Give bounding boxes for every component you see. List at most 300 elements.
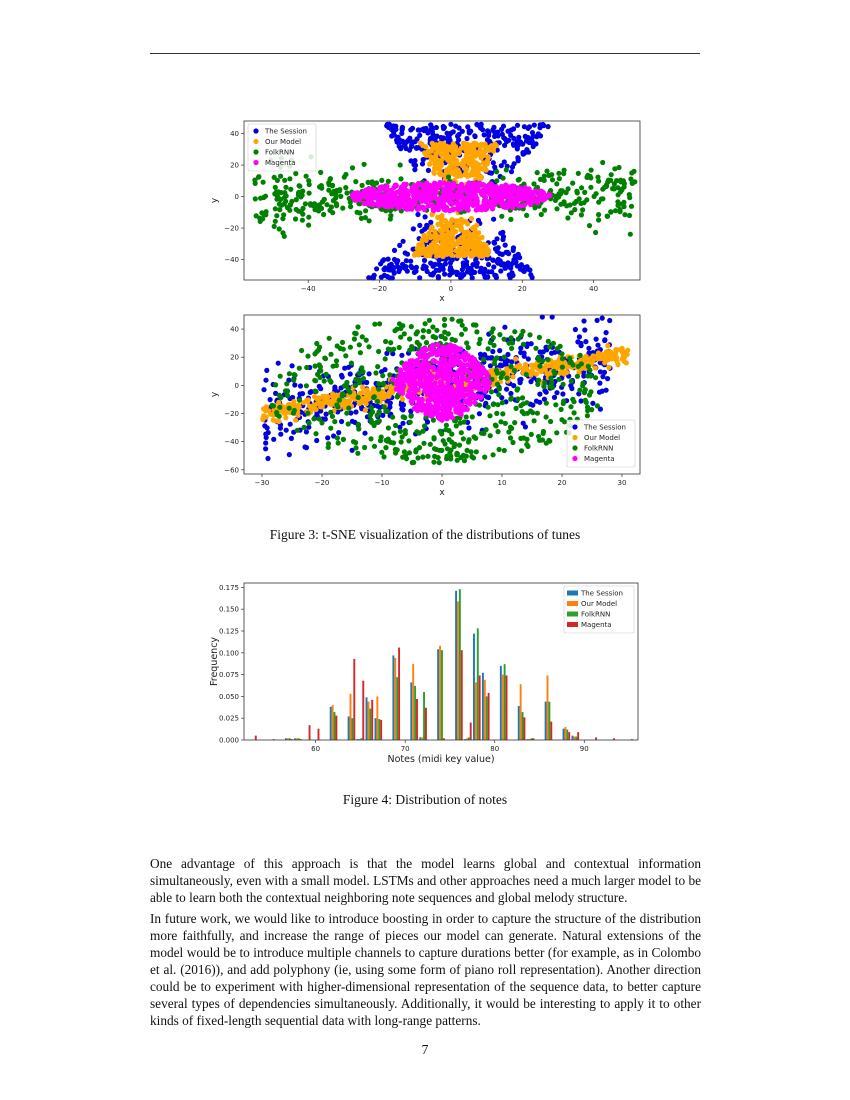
data-point xyxy=(422,354,427,359)
figure-4-caption: Figure 4: Distribution of notes xyxy=(342,792,508,807)
data-point xyxy=(394,259,399,264)
data-point xyxy=(508,217,513,222)
y-axis-label: Frequency xyxy=(209,636,220,687)
data-point xyxy=(327,208,332,213)
data-point xyxy=(328,380,333,385)
bar xyxy=(470,723,472,740)
data-point xyxy=(268,397,273,402)
bar xyxy=(366,697,368,740)
data-point xyxy=(397,321,402,326)
data-point xyxy=(533,141,538,146)
legend-label: Magenta xyxy=(584,455,615,463)
data-point xyxy=(316,348,321,353)
data-point xyxy=(263,194,268,199)
data-point xyxy=(453,248,458,253)
data-point xyxy=(378,261,383,266)
data-point xyxy=(320,199,325,204)
data-point xyxy=(442,441,447,446)
data-point xyxy=(253,196,258,201)
data-point xyxy=(527,332,532,337)
data-point xyxy=(381,454,386,459)
data-point xyxy=(537,364,542,369)
data-point xyxy=(458,191,463,196)
data-point xyxy=(432,145,437,150)
data-point xyxy=(293,216,298,221)
data-point xyxy=(443,427,448,432)
legend-marker xyxy=(567,622,578,627)
data-point xyxy=(353,445,358,450)
data-point xyxy=(368,413,373,418)
data-point xyxy=(460,163,465,168)
data-point xyxy=(435,372,440,377)
data-point xyxy=(507,341,512,346)
data-point xyxy=(431,418,436,423)
data-point xyxy=(467,357,472,362)
data-point xyxy=(485,128,490,133)
data-point xyxy=(435,413,440,418)
data-point xyxy=(289,199,294,204)
data-point xyxy=(452,344,457,349)
data-point xyxy=(464,340,469,345)
data-point xyxy=(527,267,532,272)
data-point xyxy=(448,160,453,165)
data-point xyxy=(324,202,329,207)
data-point xyxy=(412,167,417,172)
data-point xyxy=(421,328,426,333)
data-point xyxy=(466,439,471,444)
data-point xyxy=(486,262,491,267)
data-point xyxy=(444,423,449,428)
data-point xyxy=(526,191,531,196)
data-point xyxy=(575,374,580,379)
data-point xyxy=(544,414,549,419)
legend-label: FolkRNN xyxy=(265,148,295,157)
data-point xyxy=(426,203,431,208)
data-point xyxy=(485,145,490,150)
data-point xyxy=(594,337,599,342)
data-point xyxy=(355,451,360,456)
data-point xyxy=(306,178,311,183)
data-point xyxy=(417,430,422,435)
data-point xyxy=(431,365,436,370)
data-point xyxy=(423,321,428,326)
data-point xyxy=(533,346,538,351)
data-point xyxy=(520,329,525,334)
data-point xyxy=(540,437,545,442)
data-point xyxy=(448,265,453,270)
data-point xyxy=(326,401,331,406)
data-point xyxy=(554,206,559,211)
data-point xyxy=(416,127,421,132)
data-point xyxy=(273,185,278,190)
data-point xyxy=(532,205,537,210)
data-point xyxy=(318,386,323,391)
data-point xyxy=(494,411,499,416)
data-point xyxy=(388,400,393,405)
bar xyxy=(563,729,565,740)
data-point xyxy=(348,345,353,350)
data-point xyxy=(463,327,468,332)
data-point xyxy=(508,391,513,396)
notes-histogram xyxy=(200,578,650,776)
data-point xyxy=(422,423,427,428)
bar xyxy=(518,706,520,740)
data-point xyxy=(439,248,444,253)
data-point xyxy=(352,197,357,202)
data-point xyxy=(583,339,588,344)
data-point xyxy=(494,423,499,428)
data-point xyxy=(561,382,566,387)
data-point xyxy=(480,182,485,187)
data-point xyxy=(468,146,473,151)
bar xyxy=(348,716,350,740)
data-point xyxy=(287,406,292,411)
data-point xyxy=(465,124,470,129)
data-point xyxy=(321,212,326,217)
data-point xyxy=(570,181,575,186)
data-point xyxy=(370,202,375,207)
data-point xyxy=(452,144,457,149)
bar xyxy=(396,677,398,740)
data-point xyxy=(363,188,368,193)
data-point xyxy=(446,189,451,194)
data-point xyxy=(339,419,344,424)
data-point xyxy=(419,241,424,246)
data-point xyxy=(481,431,486,436)
data-point xyxy=(337,398,342,403)
data-point xyxy=(396,377,401,382)
data-point xyxy=(299,190,304,195)
data-point xyxy=(292,372,297,377)
data-point xyxy=(437,268,442,273)
data-point xyxy=(325,394,330,399)
data-point xyxy=(373,370,378,375)
x-axis-label: x xyxy=(439,488,445,498)
data-point xyxy=(426,329,431,334)
data-point xyxy=(438,171,443,176)
data-point xyxy=(392,248,397,253)
data-point xyxy=(440,240,445,245)
data-point xyxy=(462,232,467,237)
data-point xyxy=(274,213,279,218)
bar xyxy=(547,675,549,740)
data-point xyxy=(304,174,309,179)
data-point xyxy=(417,204,422,209)
data-point xyxy=(537,392,542,397)
data-point xyxy=(593,365,598,370)
data-point xyxy=(474,449,479,454)
data-point xyxy=(482,268,487,273)
data-point xyxy=(340,374,345,379)
data-point xyxy=(265,425,270,430)
data-point xyxy=(429,352,434,357)
data-point xyxy=(466,397,471,402)
data-point xyxy=(616,192,621,197)
data-point xyxy=(312,207,317,212)
tsne-plot-bottom xyxy=(200,309,650,501)
data-point xyxy=(328,426,333,431)
data-point xyxy=(402,415,407,420)
data-point xyxy=(455,148,460,153)
data-point xyxy=(552,371,557,376)
y-tick-label: 0 xyxy=(234,381,239,390)
data-point xyxy=(515,396,520,401)
data-point xyxy=(425,454,430,459)
y-tick-label: −40 xyxy=(224,438,239,447)
data-point xyxy=(610,186,615,191)
data-point xyxy=(454,356,459,361)
data-point xyxy=(556,171,561,176)
data-point xyxy=(449,360,454,365)
data-point xyxy=(270,403,275,408)
data-point xyxy=(392,328,397,333)
data-point xyxy=(412,406,417,411)
data-point xyxy=(510,440,515,445)
paragraph-1: One advantage of this approach is that the model learns global and contextual information simultaneously, even with a small model. LSTMs and other approaches need a much larger model to be able to learn both the contextual neighboring note sequences and global melody structure. xyxy=(150,856,701,905)
data-point xyxy=(408,259,413,264)
data-point xyxy=(458,455,463,460)
data-point xyxy=(277,393,282,398)
data-point xyxy=(522,354,527,359)
data-point xyxy=(393,423,398,428)
data-point xyxy=(360,183,365,188)
data-point xyxy=(426,401,431,406)
data-point xyxy=(502,448,507,453)
data-point xyxy=(304,429,309,434)
data-point xyxy=(546,339,551,344)
data-point xyxy=(494,178,499,183)
data-point xyxy=(501,176,506,181)
data-point xyxy=(556,194,561,199)
data-point xyxy=(516,158,521,163)
data-point xyxy=(421,441,426,446)
data-point xyxy=(546,124,551,129)
data-point xyxy=(284,381,289,386)
bar xyxy=(334,712,336,740)
data-point xyxy=(442,317,447,322)
data-point xyxy=(466,425,471,430)
data-point xyxy=(521,268,526,273)
data-point xyxy=(284,428,289,433)
data-point xyxy=(415,340,420,345)
legend-label: The Session xyxy=(581,589,623,598)
data-point xyxy=(514,406,519,411)
data-point xyxy=(590,401,595,406)
data-point xyxy=(449,208,454,213)
data-point xyxy=(397,144,402,149)
data-point xyxy=(491,402,496,407)
legend-marker xyxy=(572,445,577,450)
data-point xyxy=(361,193,366,198)
data-point xyxy=(528,379,533,384)
data-point xyxy=(477,341,482,346)
data-point xyxy=(494,236,499,241)
data-point xyxy=(549,172,554,177)
data-point xyxy=(575,190,580,195)
data-point xyxy=(417,351,422,356)
data-point xyxy=(579,361,584,366)
data-point xyxy=(362,162,367,167)
y-tick-label: 20 xyxy=(230,161,239,170)
data-point xyxy=(539,191,544,196)
bar xyxy=(573,737,575,740)
data-point xyxy=(511,374,516,379)
data-point xyxy=(502,143,507,148)
data-point xyxy=(561,201,566,206)
data-point xyxy=(330,414,335,419)
data-point xyxy=(509,272,514,277)
data-point xyxy=(363,208,368,213)
data-point xyxy=(417,445,422,450)
bar xyxy=(577,732,579,740)
data-point xyxy=(578,341,583,346)
data-point xyxy=(281,212,286,217)
data-point xyxy=(494,355,499,360)
data-point xyxy=(605,376,610,381)
data-point xyxy=(509,185,514,190)
data-point xyxy=(491,335,496,340)
data-point xyxy=(344,190,349,195)
data-point xyxy=(478,269,483,274)
data-point xyxy=(419,182,424,187)
data-point xyxy=(524,437,529,442)
data-point xyxy=(427,318,432,323)
data-point xyxy=(431,207,436,212)
data-point xyxy=(375,364,380,369)
data-point xyxy=(372,322,377,327)
data-point xyxy=(336,430,341,435)
legend-label: The Session xyxy=(265,127,307,136)
data-point xyxy=(486,154,491,159)
data-point xyxy=(293,418,298,423)
data-point xyxy=(570,362,575,367)
data-point xyxy=(489,269,494,274)
data-point xyxy=(522,124,527,129)
data-point xyxy=(459,272,464,277)
data-point xyxy=(350,192,355,197)
data-point xyxy=(432,262,437,267)
bar xyxy=(330,707,332,740)
data-point xyxy=(398,176,403,181)
y-tick-label: 0.050 xyxy=(218,692,239,701)
data-point xyxy=(433,136,438,141)
data-point xyxy=(466,161,471,166)
data-point xyxy=(507,195,512,200)
data-point xyxy=(541,384,546,389)
x-tick-label: 20 xyxy=(517,285,527,293)
data-point xyxy=(621,178,626,183)
data-point xyxy=(399,402,404,407)
data-point xyxy=(409,324,414,329)
data-point xyxy=(482,455,487,460)
data-point xyxy=(431,334,436,339)
data-point xyxy=(509,396,514,401)
data-point xyxy=(422,359,427,364)
data-point xyxy=(284,193,289,198)
bar xyxy=(335,716,337,740)
data-point xyxy=(584,400,589,405)
data-point xyxy=(381,257,386,262)
data-point xyxy=(456,196,461,201)
data-point xyxy=(499,214,504,219)
data-point xyxy=(443,218,448,223)
x-tick-label: −40 xyxy=(300,285,316,293)
data-point xyxy=(420,454,425,459)
data-point xyxy=(604,388,609,393)
data-point xyxy=(427,162,432,167)
data-point xyxy=(442,390,447,395)
data-point xyxy=(391,431,396,436)
data-point xyxy=(439,448,444,453)
data-point xyxy=(385,409,390,414)
data-point xyxy=(297,366,302,371)
data-point xyxy=(306,223,311,228)
data-point xyxy=(613,208,618,213)
data-point xyxy=(274,190,279,195)
data-point xyxy=(588,356,593,361)
data-point xyxy=(434,196,439,201)
data-point xyxy=(449,252,454,257)
data-point xyxy=(461,436,466,441)
data-point xyxy=(502,159,507,164)
data-point xyxy=(470,172,475,177)
data-point xyxy=(597,381,602,386)
legend-marker xyxy=(567,601,578,606)
data-point xyxy=(408,414,413,419)
data-point xyxy=(424,251,429,256)
data-point xyxy=(442,365,447,370)
data-point xyxy=(529,363,534,368)
x-tick-label: 10 xyxy=(497,479,507,487)
data-point xyxy=(584,197,589,202)
data-point xyxy=(428,347,433,352)
data-point xyxy=(502,355,507,360)
data-point xyxy=(458,379,463,384)
data-point xyxy=(494,169,499,174)
data-point xyxy=(459,217,464,222)
data-point xyxy=(605,343,610,348)
legend-marker xyxy=(572,435,577,440)
data-point xyxy=(366,344,371,349)
data-point xyxy=(442,272,447,277)
data-point xyxy=(431,435,436,440)
data-point xyxy=(274,197,279,202)
data-point xyxy=(487,413,492,418)
data-point xyxy=(379,450,384,455)
data-point xyxy=(503,421,508,426)
bar xyxy=(522,712,524,740)
data-point xyxy=(387,372,392,377)
data-point xyxy=(472,434,477,439)
data-point xyxy=(445,131,450,136)
data-point xyxy=(393,127,398,132)
data-point xyxy=(443,336,448,341)
data-point xyxy=(491,264,496,269)
data-point xyxy=(546,357,551,362)
data-point xyxy=(289,436,294,441)
data-point xyxy=(554,181,559,186)
data-point xyxy=(427,183,432,188)
data-point xyxy=(497,386,502,391)
data-point xyxy=(460,246,465,251)
data-point xyxy=(622,212,627,217)
data-point xyxy=(394,183,399,188)
data-point xyxy=(614,178,619,183)
data-point xyxy=(490,258,495,263)
data-point xyxy=(304,445,309,450)
data-point xyxy=(471,322,476,327)
data-point xyxy=(454,158,459,163)
